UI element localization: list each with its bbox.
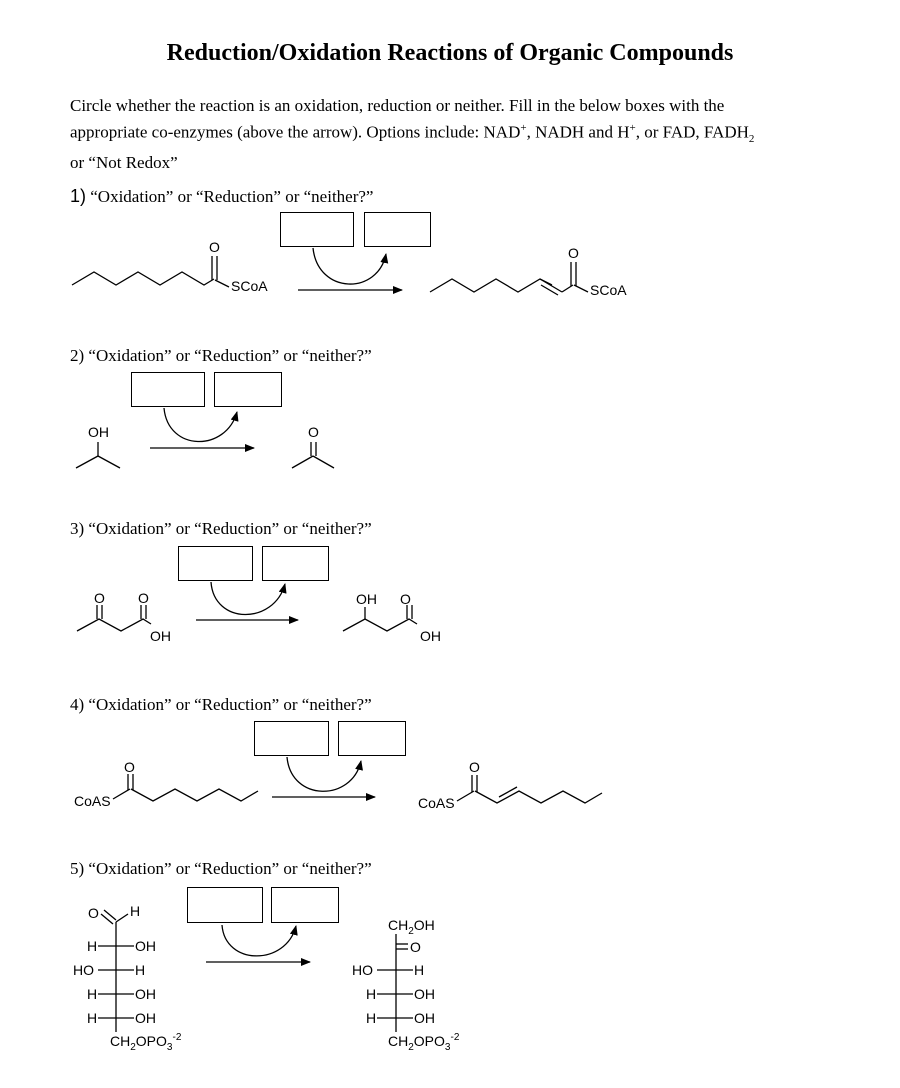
r5-product-ch2opo3-charge: -2 — [450, 1032, 460, 1043]
r5-reactant-c5-oh: OH — [135, 1010, 156, 1026]
r1-reactant-scoa: SCoA — [231, 278, 268, 294]
reaction-2 — [76, 408, 334, 468]
instructions-line-2c: , or FAD, FADH — [635, 122, 749, 142]
r1-product-ch-bond — [562, 285, 573, 292]
r3-reactant-chain — [77, 619, 151, 631]
question-3-number: 3) — [70, 519, 85, 538]
r5-product-ch2opo3-2: 2 — [408, 1042, 414, 1053]
r5-reactant-ch2opo3-opo: OPO — [135, 1033, 167, 1049]
r3-product-chain — [343, 619, 417, 631]
r4-reactant-carbonyl-o: O — [124, 759, 135, 775]
r5-reactant-aldehyde-h-bond — [116, 914, 128, 922]
question-5-prompt[interactable]: “Oxidation” or “Reduction” or “neither?” — [88, 859, 372, 878]
r1-product-chain — [430, 279, 552, 292]
instructions-line-2b: , NADH and H — [526, 122, 630, 142]
r5-product-ch2opo3-ch: CH — [388, 1033, 409, 1049]
r5-product-c4-h: H — [366, 986, 377, 1002]
r5-product-c3-h: H — [414, 962, 425, 978]
r5-reactant-aldehyde-o: O — [88, 905, 99, 921]
nad-plus-superscript: + — [520, 122, 527, 134]
r4-reactant-s-bond — [113, 789, 130, 799]
r5-curved-arrow — [222, 925, 296, 956]
page-title: Reduction/Oxidation Reactions of Organic Compounds — [166, 40, 734, 66]
r4-product-chain — [475, 791, 602, 803]
r3-reactant-ketone-o: O — [94, 590, 105, 606]
r3-product-acid-o: O — [400, 591, 411, 607]
question-2-number: 2) — [70, 346, 85, 365]
reaction-5 — [73, 903, 460, 1053]
r5-product-c5-oh: OH — [414, 1010, 435, 1026]
r4-reactant-coas: CoAS — [74, 793, 111, 809]
r5-reactant-ch2opo3-charge: -2 — [172, 1032, 182, 1043]
reaction-1 — [72, 239, 627, 298]
r5-product-c5-h: H — [366, 1010, 377, 1026]
r2-reactant-oh: OH — [88, 424, 109, 440]
r2-product-left-methyl — [292, 456, 313, 468]
question-3-prompt[interactable]: “Oxidation” or “Reduction” or “neither?” — [88, 519, 372, 538]
r5-reactant-ch2opo3 — [110, 1032, 182, 1053]
instructions-line-3: or “Not Redox” — [70, 153, 178, 173]
r2-reactant-left-methyl — [76, 456, 98, 468]
r5-reactant-c3-ho: HO — [73, 962, 94, 978]
h-plus-superscript: + — [629, 122, 636, 134]
r5-reactant-c2-oh: OH — [135, 938, 156, 954]
r5-product-ch2opo3-opo: OPO — [413, 1033, 445, 1049]
fadh2-subscript: 2 — [748, 133, 755, 146]
r5-reactant-aldehyde-h: H — [130, 903, 141, 919]
r4-product-carbonyl-o: O — [469, 759, 480, 775]
reaction-4 — [74, 757, 602, 811]
r5-product-ch2oh-oh: OH — [413, 917, 435, 933]
r5-reactant-ch2opo3-3: 3 — [166, 1042, 173, 1053]
r5-reactant-ch2opo3-ch: CH — [110, 1033, 131, 1049]
r1-reactant-chain — [72, 272, 214, 285]
question-5-number: 5) — [70, 859, 85, 878]
r4-curved-arrow — [287, 757, 361, 791]
r1-product-alkene-2 — [541, 285, 558, 295]
r5-reactant-c2-h: H — [87, 938, 98, 954]
r3-product-oh: OH — [420, 628, 441, 644]
r5-reactant-c3-h: H — [135, 962, 146, 978]
r5-product-ch2oh-2: 2 — [408, 926, 414, 937]
r3-curved-arrow — [211, 582, 285, 615]
r5-product-ch2oh-ch: CH — [388, 917, 409, 933]
r2-reactant-right-methyl — [98, 456, 120, 468]
r5-reactant-c5-h: H — [87, 1010, 98, 1026]
r3-reactant-oh: OH — [150, 628, 171, 644]
r4-reactant-chain — [131, 789, 258, 801]
r1-product-carbonyl-o: O — [568, 245, 579, 261]
r3-product-hydroxyl: OH — [356, 591, 377, 607]
r1-curved-arrow — [313, 248, 386, 284]
instructions-line-1: Circle whether the reaction is an oxidation, reduction or neither. Fill in the below boxes with the — [70, 96, 725, 115]
r1-product-alkene — [540, 279, 562, 292]
reaction-3 — [77, 582, 441, 644]
r5-product-ch2opo3-3: 3 — [444, 1042, 451, 1053]
question-1-number: 1) — [70, 186, 87, 206]
r5-product-ketone-o: O — [410, 939, 421, 955]
r5-product-c3-ho: HO — [352, 962, 373, 978]
question-4-prompt[interactable]: “Oxidation” or “Reduction” or “neither?” — [88, 695, 372, 714]
r4-product-alkene — [499, 787, 517, 797]
r1-reactant-s-bond — [215, 280, 229, 287]
r5-product-ch2oh — [388, 917, 435, 937]
question-1-prompt[interactable]: “Oxidation” or “Reduction” or “neither?” — [90, 187, 374, 206]
r1-product-scoa: SCoA — [590, 282, 627, 298]
r1-reactant-carbonyl-o: O — [209, 239, 220, 255]
r3-reactant-acid-o: O — [138, 590, 149, 606]
r5-reactant-c4-oh: OH — [135, 986, 156, 1002]
r4-product-coas: CoAS — [418, 795, 455, 811]
r5-reactant-c4-h: H — [87, 986, 98, 1002]
r2-product-o: O — [308, 424, 319, 440]
question-2-prompt[interactable]: “Oxidation” or “Reduction” or “neither?” — [88, 346, 372, 365]
r5-product-ch2opo3 — [388, 1032, 460, 1053]
question-4-number: 4) — [70, 695, 85, 714]
r1-product-s-bond — [574, 285, 588, 292]
r2-curved-arrow — [164, 408, 237, 442]
r4-product-s-bond — [457, 791, 474, 801]
r5-product-c4-oh: OH — [414, 986, 435, 1002]
instructions-line-2a: appropriate co-enzymes (above the arrow). Options include: NAD — [70, 122, 521, 142]
r2-product-right-methyl — [313, 456, 334, 468]
r5-reactant-ch2opo3-2: 2 — [130, 1042, 136, 1053]
